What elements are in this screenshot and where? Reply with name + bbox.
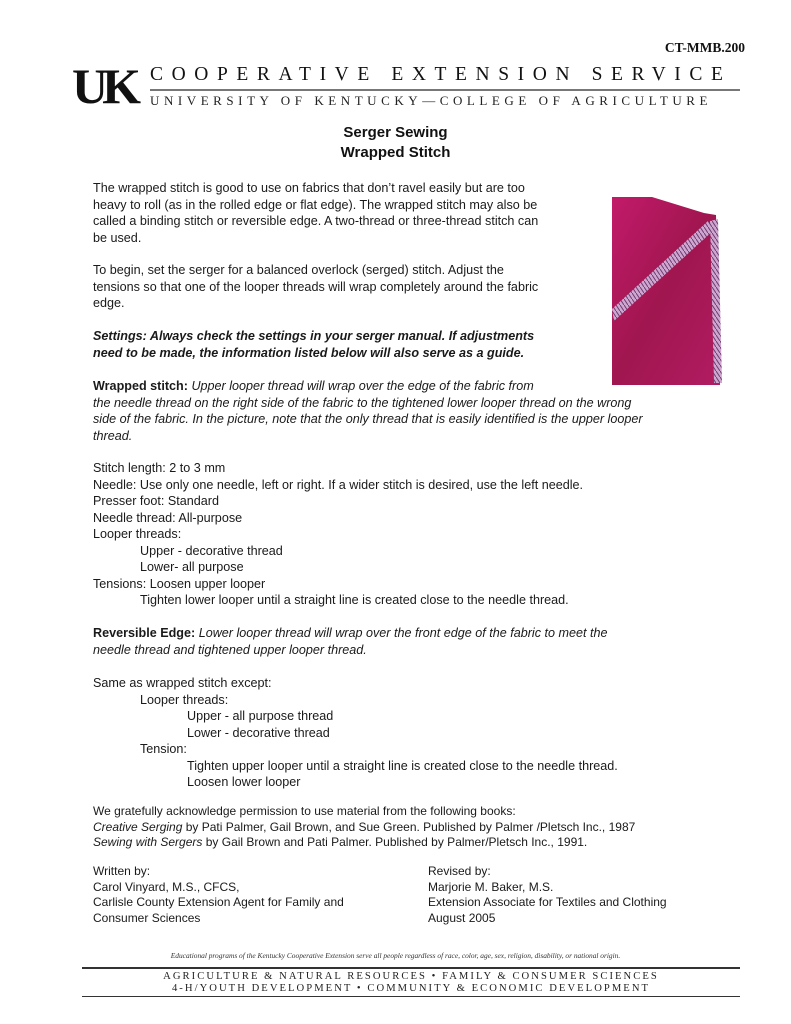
text-line: thread. (93, 428, 133, 443)
settings-line: Looper threads: (140, 692, 229, 707)
settings-line: Presser foot: Standard (93, 494, 220, 508)
text-line: side of the fabric. In the picture, note that the only thread that is easily identified is the upper looper (93, 412, 643, 426)
settings-line: Upper - decorative thread (140, 543, 283, 558)
settings-line: Stitch length: 2 to 3 mm (93, 461, 226, 475)
equal-opportunity-notice: Educational programs of the Kentucky Cooperative Extension serve all people regardless of race, color, age, sex, religion, disability, or national origin. (170, 951, 621, 960)
text-line: edge. (93, 296, 125, 310)
settings-line: Tension: (140, 742, 187, 756)
settings-line: Needle: Use only one needle, left or right. If a wider stitch is desired, use the left needle. (93, 477, 584, 492)
text-line: We gratefully acknowledge permission to use material from the following books: (93, 804, 516, 818)
footer-divider-bottom (82, 996, 740, 997)
book-citation: Creative Serging by Pati Palmer, Gail Brown, and Sue Green. Published by Palmer /Pletsch Inc., 1987 (93, 819, 636, 834)
settings-line: Lower - decorative thread (187, 725, 330, 740)
org-name: COOPERATIVE EXTENSION SERVICE (150, 64, 732, 85)
book-citation: Sewing with Sergers by Gail Brown and Pati Palmer. Published by Palmer/Pletsch Inc., 1991. (93, 835, 588, 849)
credit-line: Carol Vinyard, M.S., CFCS, (93, 879, 240, 894)
text-line: Reversible Edge: Lower looper thread will wrap over the front edge of the fabric to meet the (93, 626, 608, 640)
text-line: tensions so that one of the looper threads will wrap completely around the fabric (93, 279, 539, 294)
settings-line: Needle thread: All-purpose (93, 510, 243, 525)
settings-note (93, 328, 534, 361)
document-code: CT-MMB.200 (664, 40, 745, 55)
page-subtitle: Wrapped Stitch (340, 144, 451, 161)
credit-line: Carlisle County Extension Agent for Family and (93, 895, 344, 909)
settings-line: Tensions: Loosen upper looper (93, 576, 266, 591)
text-line: called a binding stitch or reversible edge. A two-thread or three-thread stitch can (93, 214, 539, 228)
acknowledgment (93, 804, 635, 851)
settings-line: Upper - all purpose thread (187, 709, 334, 723)
settings-line: Looper threads: (93, 527, 182, 541)
footer-program-areas-2: 4-H/YOUTH DEVELOPMENT • COMMUNITY & ECONOMIC DEVELOPMENT (171, 983, 651, 994)
wrapped-stitch-settings (93, 460, 583, 609)
text-line: needle thread and tightened upper looper thread. (93, 642, 367, 657)
footer-divider-top (82, 967, 740, 969)
footer-program-areas-1: AGRICULTURE & NATURAL RESOURCES • FAMILY & CONSUMER SCIENCES (163, 971, 659, 982)
credit-label: Written by: (93, 864, 151, 878)
written-by-block (93, 864, 344, 926)
credit-label: Revised by: (428, 864, 491, 878)
setup-paragraph (93, 262, 538, 312)
text-line: be used. (93, 230, 142, 245)
reversible-edge-description (93, 625, 608, 658)
text-line: heavy to roll (as in the rolled edge or flat edge). The wrapped stitch may also be (93, 197, 538, 212)
credit-line: Consumer Sciences (93, 910, 201, 925)
settings-line: Same as wrapped stitch except: (93, 676, 272, 690)
text-line: Settings: Always check the settings in your serger manual. If adjustments (93, 329, 535, 343)
org-subtitle: UNIVERSITY OF KENTUCKY—COLLEGE OF AGRICULTURE (150, 93, 713, 108)
text-line: To begin, set the serger for a balanced overlock (serged) stitch. Adjust the (93, 263, 504, 277)
settings-line: Tighten lower looper until a straight line is created close to the needle thread. (140, 593, 569, 607)
text-line: the needle thread on the right side of the fabric to the tightened lower looper thread on the wrong (93, 395, 632, 410)
reversible-edge-label: Reversible Edge: (93, 626, 196, 640)
intro-paragraph (93, 180, 538, 246)
page-title: Serger Sewing (343, 124, 448, 141)
settings-line: Tighten upper looper until a straight line is created close to the needle thread. (187, 758, 618, 773)
header-divider (150, 89, 740, 91)
wrapped-stitch-label: Wrapped stitch: (93, 379, 188, 393)
credit-line: Marjorie M. Baker, M.S. (428, 879, 554, 894)
credit-line: August 2005 (428, 910, 496, 925)
wrapped-stitch-sample-image (612, 197, 728, 385)
reversible-edge-settings (93, 675, 618, 791)
text-line: The wrapped stitch is good to use on fabrics that don’t ravel easily but are too (93, 181, 525, 195)
text-line: need to be made, the information listed below will also serve as a guide. (93, 345, 525, 360)
settings-line: Lower- all purpose (140, 560, 244, 574)
wrapped-stitch-description (93, 378, 643, 444)
uk-logo: UK (72, 58, 135, 114)
fabric-photo (612, 197, 728, 385)
settings-line: Loosen lower looper (187, 775, 301, 789)
credit-line: Extension Associate for Textiles and Clothing (428, 895, 667, 909)
revised-by-block (428, 864, 667, 926)
text-line: Wrapped stitch: Upper looper thread will wrap over the edge of the fabric from (93, 379, 534, 393)
